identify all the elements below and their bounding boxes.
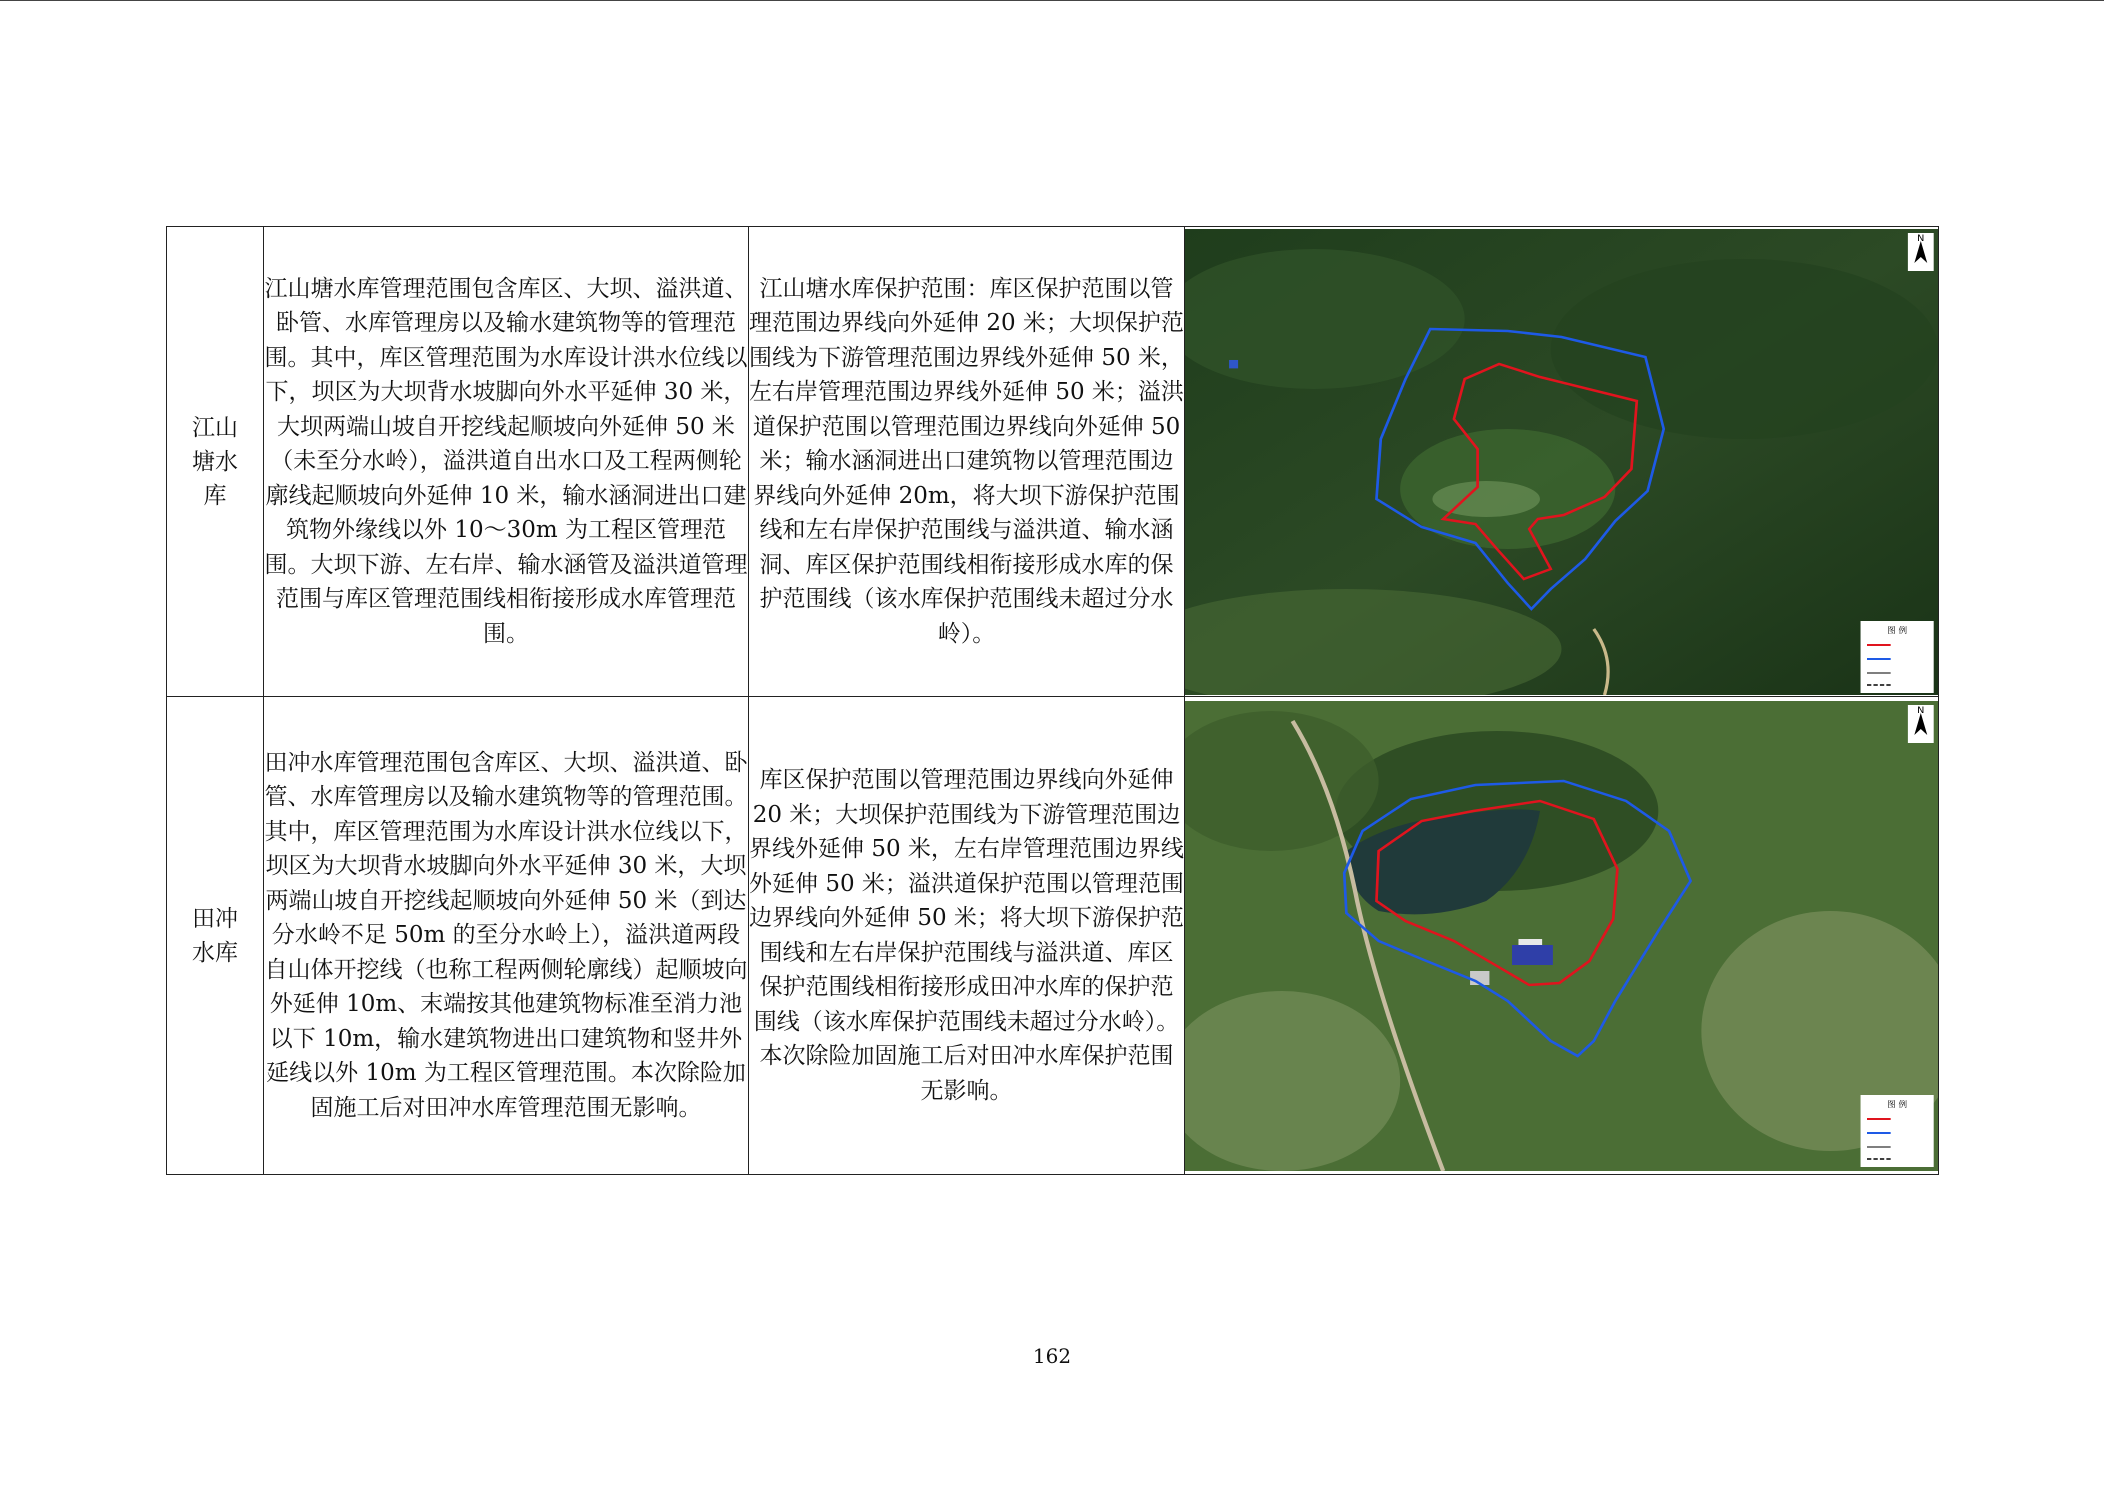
legend-title: 图 例 bbox=[1887, 1098, 1908, 1109]
map-cell bbox=[1185, 697, 1939, 1175]
satellite-map-image bbox=[1185, 229, 1938, 695]
protection-range-text: 江山塘水库保护范围：库区保护范围以管理范围边界线向外延伸 20 米；大坝保护范围线为下游管理范围边界线外延伸 50 米，左右岸管理范围边界线外延伸 50 米；溢洪道保护范围以管理范围边界线向外延伸 50 米；输水涵洞进出口建筑物以管理范围边界线向外延伸 20m，将大坝下游保护范围线和左右岸保护范围线与溢洪道、输水涵洞、库区保护范围线相衔接形成水库的保护范围线（该水库保护范围线未超过分水岭）。 bbox=[749, 227, 1185, 697]
reservoir-name: 江山塘水库 bbox=[167, 227, 264, 697]
reservoir-range-table bbox=[166, 226, 1939, 1175]
north-label: N bbox=[1917, 232, 1925, 244]
building-roof bbox=[1512, 945, 1553, 965]
satellite-map bbox=[1185, 701, 1938, 1171]
map-legend bbox=[1861, 1095, 1934, 1167]
satellite-map bbox=[1185, 229, 1938, 695]
management-range-text: 江山塘水库管理范围包含库区、大坝、溢洪道、卧管、水库管理房以及输水建筑物等的管理范围。其中，库区管理范围为水库设计洪水位线以下，坝区为大坝背水坡脚向外水平延伸 30 米，大坝两端山坡自开挖线起顺坡向外延伸 50 米（未至分水岭），溢洪道自出水口及工程两侧轮廓线起顺坡向外延伸 10 米，输水涵洞进出口建筑物外缘线以外 10～30m 为工程区管理范围。大坝下游、左右岸、输水涵管及溢洪道管理范围与库区管理范围线相衔接形成水库管理范围。 bbox=[264, 227, 749, 697]
protection-range-text: 库区保护范围以管理范围边界线向外延伸 20 米；大坝保护范围线为下游管理范围边界线外延伸 50 米，左右岸管理范围边界线外延伸 50 米；溢洪道保护范围以管理范围边界线向外延伸 50 米；将大坝下游保护范围线和左右岸保护范围线与溢洪道、库区保护范围线相衔接形成田冲水库的保护范围线（该水库保护范围线未超过分水岭）。本次除险加固施工后对田冲水库保护范围无影响。 bbox=[749, 697, 1185, 1175]
north-arrow bbox=[1908, 233, 1934, 271]
table-row bbox=[167, 227, 1939, 697]
satellite-map-image bbox=[1185, 701, 1938, 1171]
management-range-text: 田冲水库管理范围包含库区、大坝、溢洪道、卧管、水库管理房以及输水建筑物等的管理范围。其中，库区管理范围为水库设计洪水位线以下，坝区为大坝背水坡脚向外水平延伸 30 米，大坝两端山坡自开挖线起顺坡向外延伸 50 米（到达分水岭不足 50m 的至分水岭上），溢洪道两段自山体开挖线（也称工程两侧轮廓线）起顺坡向外延伸 10m、末端按其他建筑物标准至消力池以下 10m，输水建筑物进出口建筑物和竖井外延线以外 10m 为工程区管理范围。本次除险加固施工后对田冲水库管理范围无影响。 bbox=[264, 697, 749, 1175]
reservoir-name: 田冲水库 bbox=[167, 697, 264, 1175]
legend-title: 图 例 bbox=[1887, 624, 1908, 635]
north-arrow bbox=[1908, 705, 1934, 743]
north-label: N bbox=[1917, 704, 1925, 716]
reservoir-water bbox=[1432, 481, 1540, 517]
page-top-border bbox=[0, 0, 2104, 1]
page-number: 162 bbox=[1032, 1344, 1072, 1368]
map-legend bbox=[1861, 621, 1934, 693]
map-cell bbox=[1185, 227, 1939, 697]
table-row bbox=[167, 697, 1939, 1175]
map-place-label: ■ bbox=[1228, 355, 1240, 370]
